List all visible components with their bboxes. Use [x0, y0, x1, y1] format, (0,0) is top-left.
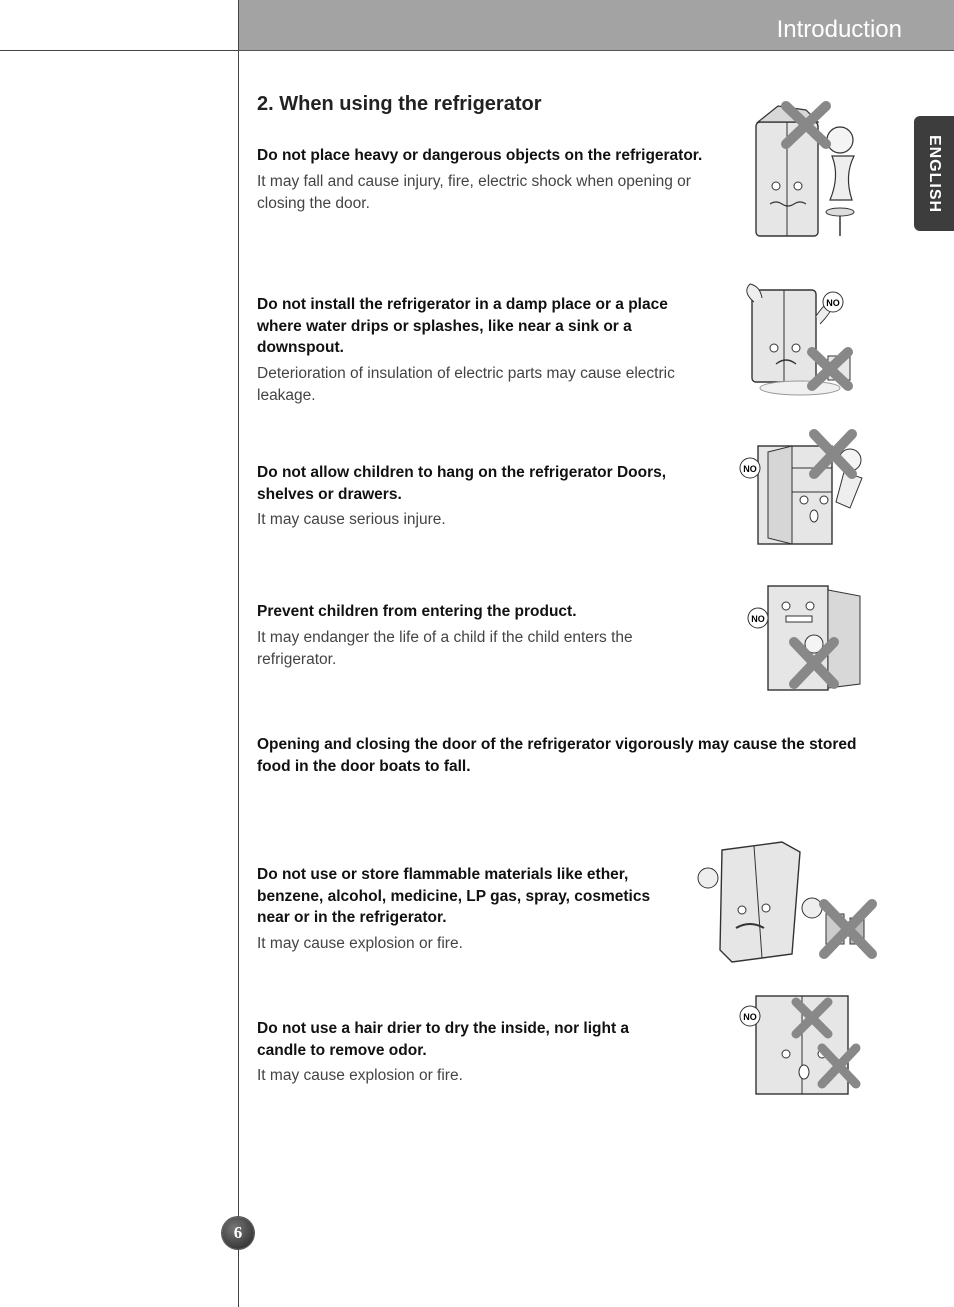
- illustration-flammable: [682, 838, 882, 966]
- illustration-heavy-objects: [748, 100, 868, 240]
- top-rule: [0, 50, 238, 51]
- warning-body: It may fall and cause injury, fire, electric shock when opening or closing the door.: [257, 172, 691, 212]
- warning-block-flammable: [257, 864, 667, 955]
- warning-heading: Do not allow children to hang on the refrigerator Doors, shelves or drawers.: [257, 464, 667, 503]
- warning-heading: Prevent children from entering the product.: [257, 603, 577, 620]
- warning-heading: Do not use a hair drier to dry the inside, nor light a candle to remove odor.: [257, 1020, 630, 1059]
- no-sign-text: NO: [826, 298, 840, 308]
- warning-block-door-vigorously: [257, 734, 857, 777]
- no-sign-text: NO: [751, 614, 765, 624]
- warning-heading: Do not use or store flammable materials like ether, benzene, alcohol, medicine, LP gas, spray, cosmetics near or in the refrigerator.: [257, 866, 651, 926]
- warning-body: It may cause serious injure.: [257, 511, 446, 528]
- illustration-damp-place: [740, 282, 865, 397]
- warning-heading: Do not place heavy or dangerous objects on the refrigerator.: [257, 147, 703, 164]
- page-number: 6: [222, 1217, 254, 1249]
- warning-heading: Do not install the refrigerator in a damp place or a place where water drips or splashes, like near a sink or a downspout.: [257, 296, 668, 356]
- illustration-hair-drier: [722, 990, 862, 1098]
- no-sign-text: NO: [743, 1012, 757, 1022]
- warning-body: It may cause explosion or fire.: [257, 934, 463, 952]
- no-sign-text: NO: [743, 464, 757, 474]
- warning-heading: Opening and closing the door of the refrigerator vigorously may cause the stored food in the door boats to fall.: [257, 736, 857, 775]
- section-title: 2. When using the refrigerator: [257, 93, 542, 115]
- warning-block-children-enter: [257, 601, 697, 671]
- warning-block-heavy-objects: [257, 145, 727, 215]
- vertical-rule: [238, 0, 239, 1307]
- warning-block-hair-drier: [257, 1018, 667, 1087]
- warning-block-children-hang: [257, 462, 707, 531]
- warning-block-damp-place: [257, 294, 707, 407]
- illustration-children-hang: [728, 428, 880, 548]
- warning-body: Deterioration of insulation of electric parts may cause electric leakage.: [257, 364, 675, 404]
- warning-body: It may endanger the life of a child if the child enters the refrigerator.: [257, 628, 633, 668]
- illustration-children-enter: [728, 582, 868, 694]
- language-tab: [914, 116, 954, 231]
- header-bar: [238, 0, 954, 51]
- header-title: Introduction: [776, 16, 902, 43]
- warning-body: It may cause explosion or fire.: [257, 1067, 463, 1084]
- language-tab-label: ENGLISH: [926, 134, 943, 213]
